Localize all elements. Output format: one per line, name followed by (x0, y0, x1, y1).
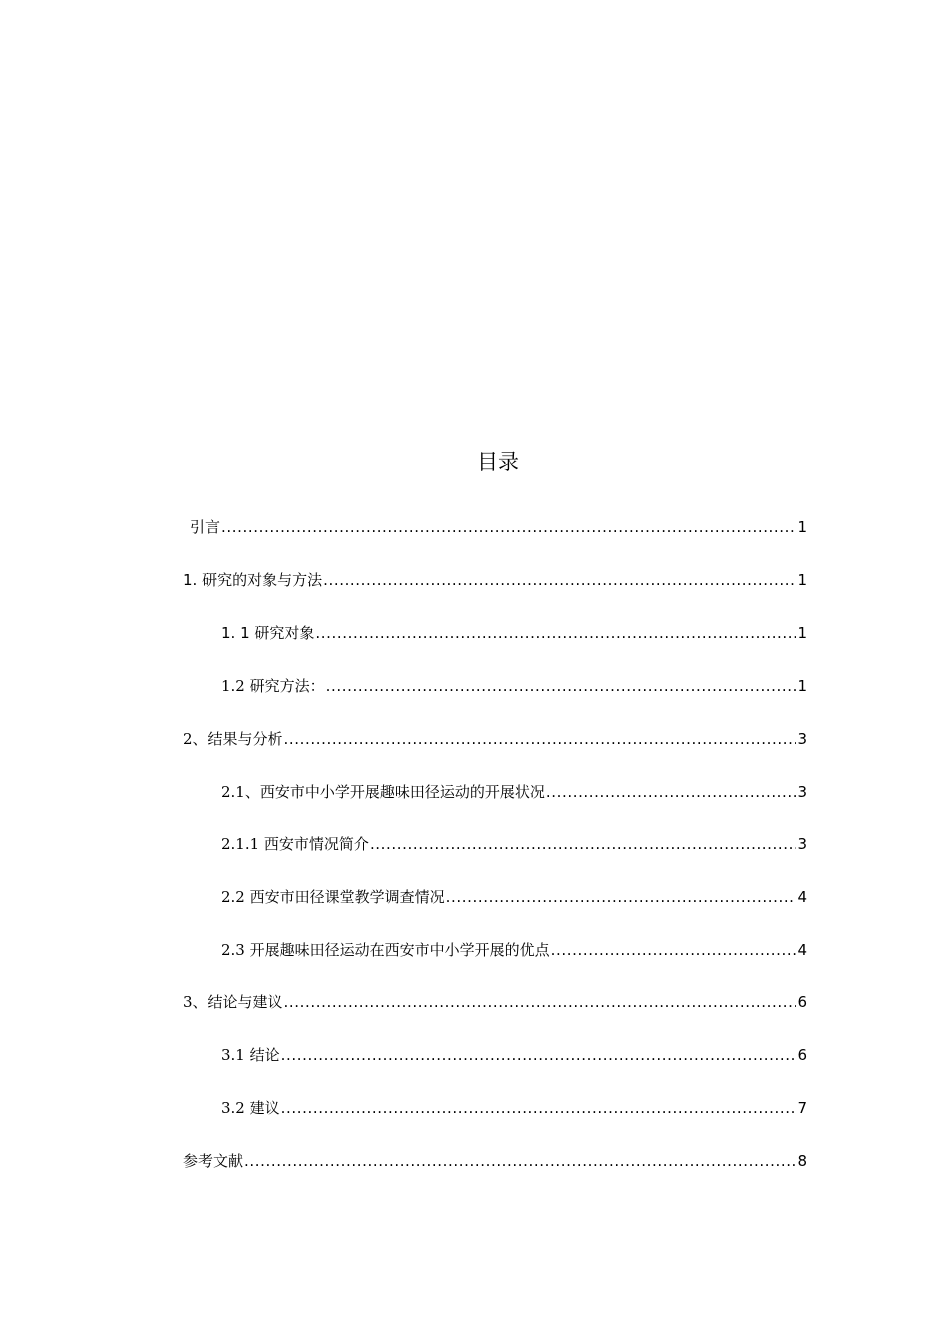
toc-entry-label: 2.1.1 西安市情况简介 (221, 835, 369, 853)
toc-entry-3-2[interactable] (221, 1096, 807, 1120)
toc-entry-2-1[interactable] (221, 780, 807, 804)
toc-entry-label: 引言 (190, 518, 221, 536)
toc-dot-leader (221, 515, 796, 539)
toc-page-number: 4 (797, 941, 807, 959)
toc-entry-label: 1.2 研究方法： (221, 677, 325, 695)
toc-entry-1-1[interactable] (221, 621, 807, 645)
toc-entry-label: 1. 1 研究对象 (221, 624, 315, 642)
toc-page-number: 3 (797, 783, 807, 801)
toc-entry-introduction[interactable] (190, 515, 807, 539)
toc-entry-label: 3、结论与建议 (183, 993, 283, 1011)
toc-entry-2[interactable] (183, 727, 807, 751)
toc-dot-leader (551, 938, 797, 962)
toc-dot-leader (284, 990, 797, 1014)
toc-dot-leader (446, 885, 797, 909)
toc-entry-label: 2.3 开展趣味田径运动在西安市中小学开展的优点 (221, 941, 550, 959)
toc-entry-label: 2、结果与分析 (183, 730, 283, 748)
toc-page-number: 6 (797, 993, 807, 1011)
toc-dot-leader (281, 1096, 797, 1120)
toc-entry-1[interactable] (183, 568, 807, 592)
toc-entry-label: 2.1、西安市中小学开展趣味田径运动的开展状况 (221, 783, 545, 801)
toc-entry-1-2[interactable] (221, 674, 807, 698)
toc-entry-2-3[interactable] (221, 938, 807, 962)
toc-dot-leader (546, 780, 797, 804)
toc-dot-leader (284, 727, 797, 751)
toc-page-number: 1 (797, 518, 807, 536)
toc-page-number: 1 (797, 571, 807, 589)
toc-dot-leader (244, 1149, 796, 1173)
toc-dot-leader (370, 832, 797, 856)
toc-page-number: 1 (797, 677, 807, 695)
toc-entry-label: 3.2 建议 (221, 1099, 280, 1117)
toc-entry-2-2[interactable] (221, 885, 807, 909)
toc-dot-leader (323, 568, 796, 592)
toc-entry-label: 1. 研究的对象与方法 (183, 571, 323, 589)
toc-page-number: 8 (797, 1152, 807, 1170)
toc-entry-label: 2.2 西安市田径课堂教学调查情况 (221, 888, 445, 906)
toc-page-number: 1 (797, 624, 807, 642)
toc-entry-label: 参考文献 (183, 1152, 244, 1170)
toc-title: 目录 (477, 450, 519, 474)
toc-page-number: 3 (797, 835, 807, 853)
toc-page-number: 7 (797, 1099, 807, 1117)
toc-page-number: 4 (797, 888, 807, 906)
toc-entry-2-1-1[interactable] (221, 832, 807, 856)
toc-entry-label: 3.1 结论 (221, 1046, 280, 1064)
toc-page-number: 3 (797, 730, 807, 748)
toc-entry-3-1[interactable] (221, 1043, 807, 1067)
toc-entry-3[interactable] (183, 990, 807, 1014)
toc-page-number: 6 (797, 1046, 807, 1064)
toc-entry-references[interactable] (183, 1149, 807, 1173)
toc-dot-leader (315, 621, 796, 645)
toc-dot-leader (281, 1043, 797, 1067)
toc-dot-leader (326, 674, 797, 698)
